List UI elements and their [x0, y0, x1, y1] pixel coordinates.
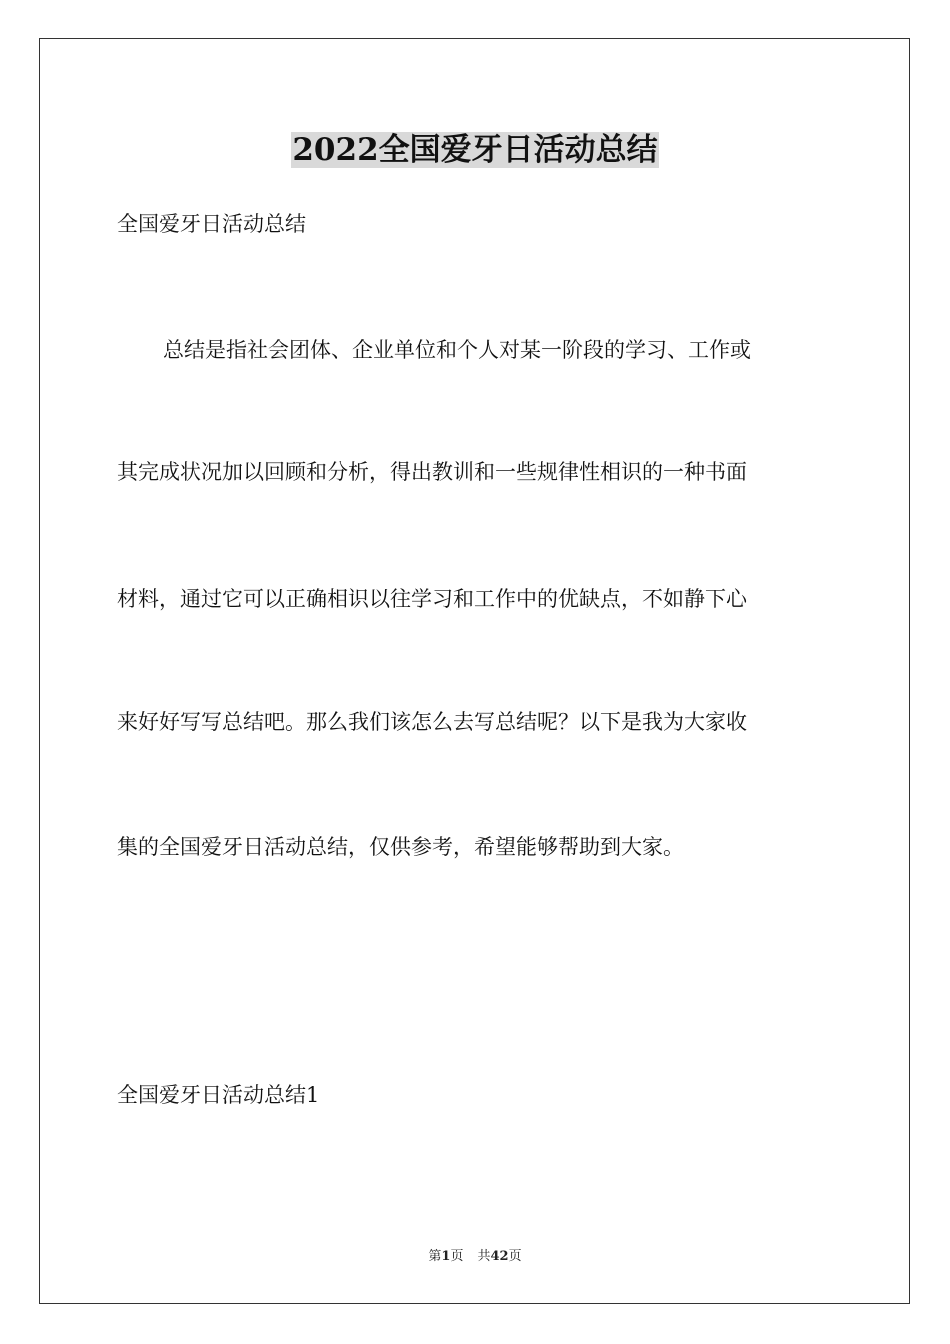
intro-line-2: 其完成状况加以回顾和分析，得出教训和一些规律性相识的一种书面	[117, 460, 747, 484]
document-title-text: 2022全国爱牙日活动总结	[292, 132, 658, 168]
intro-line-3: 材料，通过它可以正确相识以往学习和工作中的优缺点，不如静下心	[117, 587, 747, 611]
page-footer	[0, 1248, 950, 1266]
footer-total-suffix: 页	[508, 1249, 522, 1264]
document-subtitle: 全国爱牙日活动总结	[117, 212, 306, 236]
footer-page-prefix: 第	[428, 1249, 442, 1264]
footer-total-prefix: 共	[477, 1249, 491, 1264]
intro-line-5: 集的全国爱牙日活动总结，仅供参考，希望能够帮助到大家。	[117, 835, 684, 859]
intro-line-4: 来好好写写总结吧。那么我们该怎么去写总结呢？以下是我为大家收	[117, 710, 747, 734]
section-heading: 全国爱牙日活动总结1	[117, 1083, 320, 1107]
footer-page-number: 1	[441, 1249, 451, 1264]
intro-line-1: 总结是指社会团体、企业单位和个人对某一阶段的学习、工作或	[163, 338, 751, 362]
footer-page-suffix: 页	[450, 1249, 464, 1264]
document-title	[0, 128, 950, 172]
footer-total-pages: 42	[490, 1249, 509, 1264]
